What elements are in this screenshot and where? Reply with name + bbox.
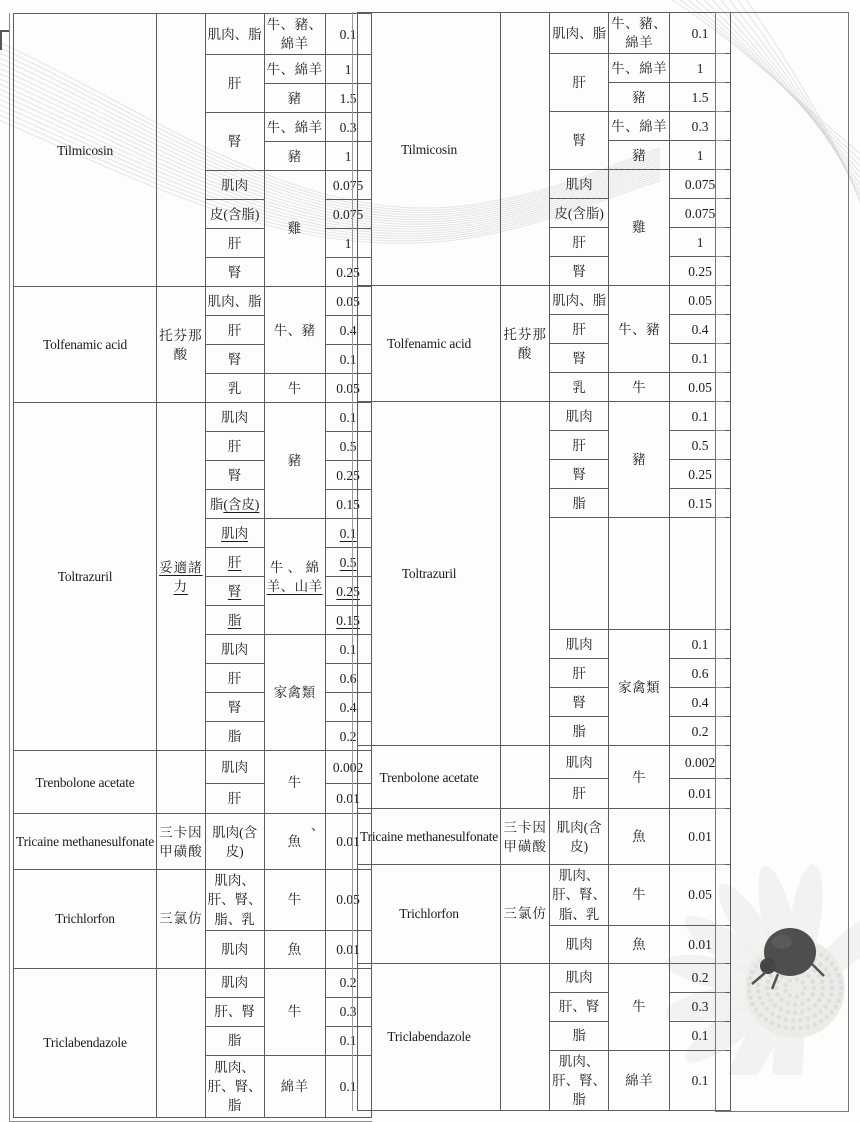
value-cell: 1 <box>325 229 371 258</box>
value-cell: 0.01 <box>325 784 371 814</box>
row-line-tick <box>716 687 725 688</box>
value-cell: 1 <box>670 54 731 83</box>
row-line-tick <box>716 227 725 228</box>
value-cell: 0.01 <box>325 930 371 968</box>
tissue-cell: 肌肉 <box>205 968 264 997</box>
tissue-cell: 肌肉 <box>550 402 609 431</box>
tissue-cell: 脂 <box>205 1026 264 1055</box>
animal-cell: 家禽類 <box>264 635 325 751</box>
value-cell: 0.5 <box>670 431 731 460</box>
animal-cell: 牛、綿羊 <box>264 55 325 84</box>
table-row <box>14 287 372 316</box>
tissue-cell: 肌肉、 肝、腎、 脂、乳 <box>550 865 609 925</box>
animal-cell: 豬 <box>264 403 325 519</box>
tissue-cell: 乳 <box>550 373 609 402</box>
drug-name-zh: 三氯仿 <box>501 865 550 963</box>
drug-name-zh <box>157 14 206 287</box>
table-row <box>14 870 372 930</box>
tissue-cell: 肝 <box>550 659 609 688</box>
value-cell: 0.15 <box>325 606 371 635</box>
drug-name: Tricaine methanesulfonate <box>14 814 157 870</box>
tissue-cell: 肝、腎 <box>550 992 609 1021</box>
row-line-tick <box>716 629 725 630</box>
animal-cell: 牛、綿羊 <box>609 54 670 83</box>
animal-cell: 牛、豬 <box>264 287 325 374</box>
value-cell: 0.25 <box>325 461 371 490</box>
row-line-tick <box>716 343 725 344</box>
animal-cell: 魚 <box>264 930 325 968</box>
tissue-cell: 肝 <box>550 228 609 257</box>
row-line-tick <box>716 963 725 964</box>
animal-cell: 豬 <box>264 84 325 113</box>
tissue-cell: 腎 <box>550 688 609 717</box>
value-cell: 0.25 <box>670 460 731 489</box>
row-line-tick <box>716 401 725 402</box>
tissue-cell: 脂 <box>205 606 264 635</box>
tissue-cell: 肌肉 <box>205 635 264 664</box>
drug-name: Toltrazuril <box>14 403 157 751</box>
tissue-cell: 脂(含皮) <box>205 490 264 519</box>
drug-name-zh <box>157 968 206 1117</box>
tissue-cell: 肌肉、 肝、腎、 脂、乳 <box>205 870 264 930</box>
tissue-cell: 肝 <box>205 548 264 577</box>
tissue-cell: 腎 <box>205 345 264 374</box>
tissue-cell: 肌肉 <box>550 170 609 199</box>
drug-name-zh <box>501 746 550 809</box>
animal-cell: 雞 <box>609 170 670 286</box>
tissue-cell: 腎 <box>205 258 264 287</box>
tissue-cell: 肌肉 <box>205 751 264 784</box>
tissue-cell: 腎 <box>550 112 609 170</box>
tissue-cell: 肝 <box>550 779 609 809</box>
drug-name: Triclabendazole <box>358 963 501 1110</box>
drug-name-zh: 三卡因 甲磺酸 <box>157 814 206 870</box>
value-cell: 0.2 <box>325 968 371 997</box>
row-line-tick <box>716 372 725 373</box>
tissue-cell: 肝 <box>205 55 264 113</box>
table-row <box>14 403 372 432</box>
value-cell: 0.25 <box>325 577 371 606</box>
row-line-tick <box>716 925 725 926</box>
drug-name-zh <box>501 13 550 286</box>
value-cell: 0.6 <box>670 659 731 688</box>
animal-cell: 豬 <box>609 402 670 518</box>
row-line-tick <box>716 53 725 54</box>
tissue-cell: 脂 <box>550 1021 609 1050</box>
row-line-tick <box>716 169 725 170</box>
drug-name-zh: 妥適諸 力 <box>157 403 206 751</box>
animal-cell: 牛 <box>264 374 325 403</box>
drug-name: Trichlorfon <box>358 865 501 963</box>
animal-cell: 牛 <box>264 870 325 930</box>
table-row <box>358 286 731 315</box>
value-cell: 0.01 <box>670 779 731 809</box>
value-cell: 0.05 <box>325 870 371 930</box>
animal-cell: 牛 <box>264 751 325 814</box>
drug-name: Tolfenamic acid <box>14 287 157 403</box>
value-cell: 0.01 <box>670 809 731 865</box>
value-cell: 0.4 <box>325 693 371 722</box>
animal-cell: 豬 <box>609 83 670 112</box>
value-cell: 0.01 <box>325 814 371 870</box>
value-cell: 0.3 <box>325 997 371 1026</box>
row-line-tick <box>716 488 725 489</box>
tissue-cell: 肌肉(含 皮) <box>550 809 609 865</box>
value-cell: 0.2 <box>325 722 371 751</box>
table-row <box>14 968 372 997</box>
animal-cell: 綿羊 <box>264 1055 325 1117</box>
animal-cell: 牛、豬、 綿羊 <box>609 13 670 54</box>
value-cell: 0.15 <box>670 489 731 518</box>
value-cell: 1.5 <box>325 84 371 113</box>
animal-cell: 豬 <box>609 141 670 170</box>
drug-name: Tricaine methanesulfonate <box>358 809 501 865</box>
right-table <box>357 12 731 1111</box>
tissue-cell: 肌肉 <box>550 630 609 659</box>
row-line-tick <box>716 256 725 257</box>
animal-cell: 魚 <box>609 809 670 865</box>
row-line-tick <box>716 745 725 746</box>
row-line-tick <box>716 314 725 315</box>
ink-mark: 、 <box>311 818 325 833</box>
value-cell: 1 <box>325 142 371 171</box>
row-line-tick <box>716 430 725 431</box>
tissue-cell: 腎 <box>550 257 609 286</box>
drug-name: Trichlorfon <box>14 870 157 968</box>
drug-name-zh: 托芬那 酸 <box>157 287 206 403</box>
table-row <box>14 751 372 784</box>
animal-cell: 綿羊 <box>609 1050 670 1110</box>
value-cell: 0.1 <box>670 13 731 54</box>
row-line-tick <box>716 992 725 993</box>
tissue-cell: 肌肉、脂 <box>550 286 609 315</box>
tissue-cell: 肝 <box>205 316 264 345</box>
value-cell: 0.05 <box>325 287 371 316</box>
value-cell: 0.1 <box>325 403 371 432</box>
animal-cell: 牛 <box>609 963 670 1050</box>
tissue-cell: 腎 <box>205 461 264 490</box>
animal-cell: 牛、綿羊 <box>264 113 325 142</box>
tissue-cell: 脂 <box>550 717 609 746</box>
animal-cell: 牛、豬 <box>609 286 670 373</box>
value-cell: 0.2 <box>670 717 731 746</box>
row-line-tick <box>716 111 725 112</box>
tissue-cell: 肝、腎 <box>205 997 264 1026</box>
value-cell: 0.5 <box>325 432 371 461</box>
value-cell: 0.3 <box>325 113 371 142</box>
value-cell: 1 <box>670 228 731 257</box>
value-cell: 0.002 <box>670 746 731 779</box>
animal-cell: 雞 <box>264 171 325 287</box>
tissue-cell: 肌肉、脂 <box>205 14 264 55</box>
tissue-cell: 肝 <box>550 54 609 112</box>
animal-cell: 牛 、 綿 羊、山羊 <box>264 519 325 635</box>
value-cell: 0.1 <box>325 635 371 664</box>
tissue-cell: 肝 <box>550 431 609 460</box>
tissue-cell: 腎 <box>205 693 264 722</box>
value-cell: 0.075 <box>325 200 371 229</box>
value-cell: 0.1 <box>325 1055 371 1117</box>
value-cell: 0.002 <box>325 751 371 784</box>
tissue-cell: 肌肉、 肝、腎、 脂 <box>205 1055 264 1117</box>
row-line-tick <box>716 1021 725 1022</box>
tissue-cell: 腎 <box>550 460 609 489</box>
value-cell: 0.1 <box>670 402 731 431</box>
tissue-cell: 肌肉 <box>205 519 264 548</box>
value-cell: 0.2 <box>670 963 731 992</box>
tissue-cell: 皮(含脂) <box>550 199 609 228</box>
value-cell: 0.6 <box>325 664 371 693</box>
table-row <box>358 746 731 779</box>
drug-name-zh <box>501 963 550 1110</box>
tissue-cell: 肝 <box>205 432 264 461</box>
tissue-cell: 脂 <box>205 722 264 751</box>
drug-name: Trenbolone acetate <box>358 746 501 809</box>
tissue-cell: 肝 <box>550 315 609 344</box>
value-cell: 0.1 <box>325 519 371 548</box>
value-cell: 0.25 <box>325 258 371 287</box>
value-cell: 0.1 <box>325 1026 371 1055</box>
right-table-wrap <box>352 12 731 1111</box>
value-cell: 0.1 <box>670 344 731 373</box>
tissue-cell: 肌肉 <box>205 930 264 968</box>
animal-cell: 牛 <box>609 865 670 925</box>
row-line-tick <box>716 808 725 809</box>
value-cell: 0.25 <box>670 257 731 286</box>
table-row <box>358 809 731 865</box>
value-cell: 0.4 <box>325 316 371 345</box>
tissue-cell: 肝 <box>205 784 264 814</box>
animal-cell: 豬 <box>264 142 325 171</box>
drug-name-zh: 托芬那 酸 <box>501 286 550 402</box>
value-cell: 0.4 <box>670 315 731 344</box>
right-table-stub <box>715 12 849 1112</box>
drug-name-zh <box>157 751 206 814</box>
value-cell: 0.05 <box>670 373 731 402</box>
value-cell: 0.075 <box>670 199 731 228</box>
left-table-wrap <box>9 13 372 1122</box>
animal-cell: 牛 <box>609 373 670 402</box>
tissue-cell: 肌肉 <box>550 746 609 779</box>
tissue-cell: 肌肉(含 皮) <box>205 814 264 870</box>
tissue-cell: 腎 <box>205 113 264 171</box>
drug-name-zh: 三氯仿 <box>157 870 206 968</box>
value-cell: 0.05 <box>670 865 731 925</box>
tissue-cell: 腎 <box>550 344 609 373</box>
value-cell: 1 <box>325 55 371 84</box>
row-line-tick <box>716 778 725 779</box>
animal-cell: 魚 <box>264 814 325 870</box>
table-row <box>358 13 731 54</box>
drug-name: Tolfenamic acid <box>358 286 501 402</box>
value-cell: 0.1 <box>325 345 371 374</box>
tissue-cell <box>550 518 609 630</box>
drug-name: Triclabendazole <box>14 968 157 1117</box>
tissue-cell: 肌肉 <box>550 963 609 992</box>
table-row <box>14 14 372 55</box>
row-line-tick <box>716 198 725 199</box>
value-cell: 1 <box>670 141 731 170</box>
tissue-cell: 腎 <box>205 577 264 606</box>
tissue-cell: 肝 <box>205 229 264 258</box>
drug-name: Tilmicosin <box>358 13 501 286</box>
row-line-tick <box>716 716 725 717</box>
row-line-tick <box>716 864 725 865</box>
tissue-cell: 肝 <box>205 664 264 693</box>
tissue-cell: 脂 <box>550 489 609 518</box>
value-cell: 0.1 <box>670 1050 731 1110</box>
row-line-tick <box>716 285 725 286</box>
value-cell: 1.5 <box>670 83 731 112</box>
value-cell: 0.075 <box>325 171 371 200</box>
value-cell: 0.1 <box>670 630 731 659</box>
tissue-cell: 肌肉 <box>550 925 609 963</box>
value-cell: 0.3 <box>670 992 731 1021</box>
drug-name-zh <box>501 402 550 746</box>
tissue-cell: 肌肉、脂 <box>205 287 264 316</box>
tissue-cell: 肌肉 <box>205 403 264 432</box>
left-table <box>13 13 372 1118</box>
animal-cell: 牛、綿羊 <box>609 112 670 141</box>
value-cell: 0.1 <box>325 14 371 55</box>
row-line-tick <box>716 1050 725 1051</box>
table-row <box>358 865 731 925</box>
table-row <box>358 963 731 992</box>
drug-name-zh: 三卡因 甲磺酸 <box>501 809 550 865</box>
tissue-cell: 肌肉、 肝、腎、 脂 <box>550 1050 609 1110</box>
value-cell: 0.5 <box>325 548 371 577</box>
value-cell: 0.075 <box>670 170 731 199</box>
tissue-cell: 肌肉 <box>205 171 264 200</box>
animal-cell: 牛、豬、 綿羊 <box>264 14 325 55</box>
value-cell: 0.1 <box>670 1021 731 1050</box>
animal-cell: 魚 <box>609 925 670 963</box>
row-line-tick <box>716 140 725 141</box>
value-cell: 0.4 <box>670 688 731 717</box>
drug-name: Tilmicosin <box>14 14 157 287</box>
tissue-cell: 皮(含脂) <box>205 200 264 229</box>
tissue-cell: 乳 <box>205 374 264 403</box>
row-line-tick <box>716 459 725 460</box>
drug-name: Toltrazuril <box>358 402 501 746</box>
value-cell: 0.01 <box>670 925 731 963</box>
row-line-tick <box>716 517 725 518</box>
animal-cell: 家禽類 <box>609 630 670 746</box>
value-cell: 0.15 <box>325 490 371 519</box>
value-cell: 0.05 <box>670 286 731 315</box>
animal-cell <box>609 518 670 630</box>
table-row <box>358 402 731 431</box>
row-line-tick <box>716 658 725 659</box>
animal-cell: 牛 <box>264 968 325 1055</box>
value-cell: 0.05 <box>325 374 371 403</box>
animal-cell: 牛 <box>609 746 670 809</box>
row-line-tick <box>716 82 725 83</box>
value-cell: 0.3 <box>670 112 731 141</box>
drug-name: Trenbolone acetate <box>14 751 157 814</box>
tissue-cell: 肌肉、脂 <box>550 13 609 54</box>
